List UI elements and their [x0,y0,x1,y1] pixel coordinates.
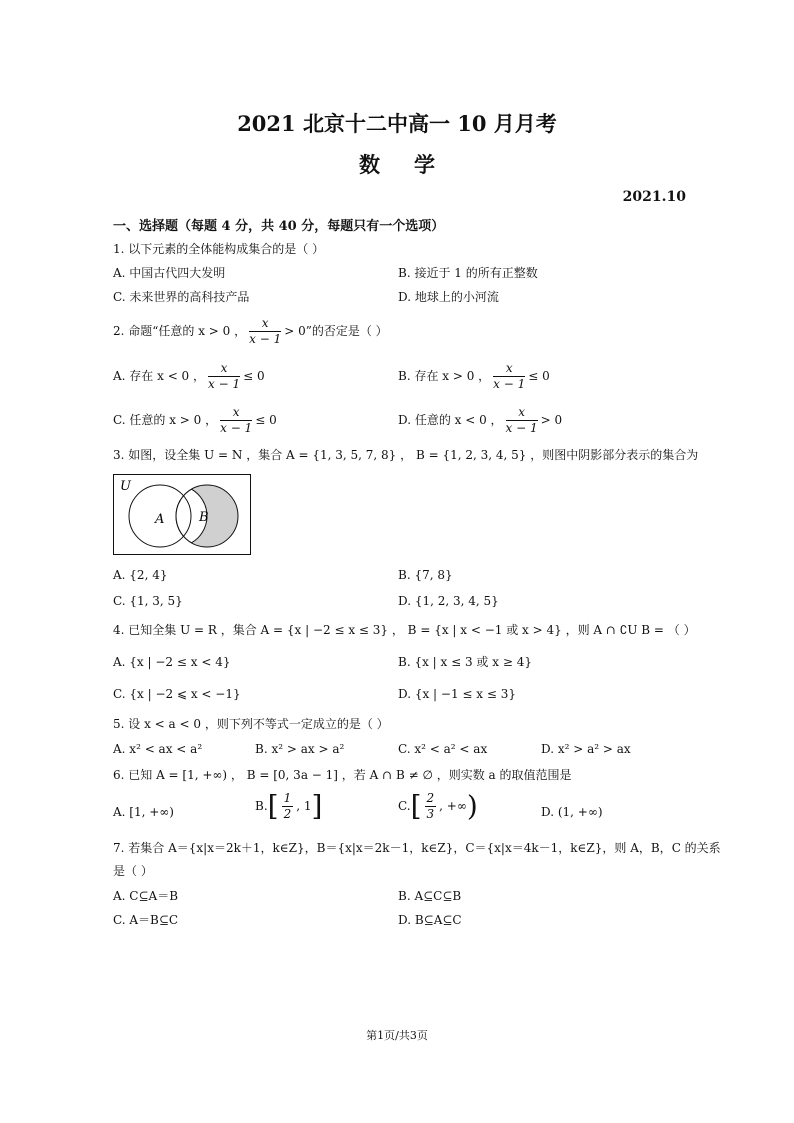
q6-c-right-paren: ) [466,789,478,823]
q7-option-b: B. A⊆C⊆B [398,889,462,903]
q3-option-a: A. {2, 4} [113,568,168,582]
q2-option-b [398,361,550,392]
q2-c-tail: ≤ 0 [255,413,277,427]
q4-stem: 4. 已知全集 U = R ，集合 A = {x | −2 ≤ x ≤ 3} ， B = {x | x < −1 或 x > 4} ，则 A ∩ ∁U B = （ ） [113,623,696,637]
q2-stem-den: x − 1 [249,332,282,346]
q6-c-tail: , +∞ [439,799,467,813]
exam-date: 2021.10 [622,189,686,205]
q4-option-a: A. {x | −2 ≤ x < 4} [113,655,231,669]
q6-b-right-bracket: ] [311,789,323,823]
q2-c-den: x − 1 [220,421,253,435]
q6-b-pre: B. [255,799,268,813]
q5-option-b: B. x² > ax > a² [255,742,345,756]
q2-option-a [113,361,265,392]
q2-stem-num: x [249,316,281,332]
q2-d-num: x [506,405,538,421]
q2-c-num: x [220,405,252,421]
q1-option-a: A. 中国古代四大发明 [113,266,226,280]
q2-a-fraction [208,361,240,392]
q6-b-left-bracket: [ [267,789,279,823]
q2-b-den: x − 1 [493,377,526,391]
q3-option-b: B. {7, 8} [398,568,453,582]
q6-option-a: A. [1, +∞) [113,805,174,819]
q6-option-b [255,791,322,822]
q6-option-c [398,791,478,822]
section-title: 一、选择题（每题 4 分，共 40 分，每题只有一个选项） [113,219,445,234]
q2-d-fraction [506,405,538,436]
q5-option-c: C. x² < a² < ax [398,742,488,756]
exam-title: 2021 北京十二中高一 10 月月考 [237,111,557,136]
q2-a-num: x [208,361,240,377]
q7-option-c: C. A＝B⊆C [113,913,179,927]
q2-option-c [113,405,277,436]
venn-diagram [113,474,251,555]
q7-stem-line2: 是（ ） [113,864,153,878]
subject-title: 数学 [359,152,469,177]
q5-option-a: A. x² < ax < a² [113,742,203,756]
q7-option-d: D. B⊆A⊆C [398,913,462,927]
q6-b-fraction [282,791,294,822]
q6-b-tail: , 1 [296,799,312,813]
q2-b-num: x [493,361,525,377]
q2-stem [113,316,388,347]
q2-d-den: x − 1 [505,421,538,435]
q2-c-pre: C. 任意的 x > 0 ， [113,413,218,427]
q5-option-d: D. x² > a² > ax [541,742,631,756]
q2-b-tail: ≤ 0 [528,369,550,383]
q6-b-num: 1 [283,791,292,805]
q4-option-b: B. {x | x ≤ 3 或 x ≥ 4} [398,655,532,669]
page-number: 第1页/共3页 [366,1029,428,1042]
q2-c-fraction [220,405,252,436]
q6-b-den: 2 [283,807,292,821]
q6-stem: 6. 已知 A = [1, +∞) ， B = [0, 3a − 1] ，若 A ∩ B ≠ ∅ ，则实数 a 的取值范围是 [113,768,572,782]
q6-c-left-bracket: [ [410,789,422,823]
q2-a-tail: ≤ 0 [243,369,265,383]
q2-d-tail: > 0 [540,413,563,427]
q2-a-pre: A. 存在 x < 0 ， [113,369,206,383]
q6-c-num: 2 [426,791,435,805]
q2-d-pre: D. 任意的 x < 0 ， [398,413,503,427]
q6-c-pre: C. [398,799,411,813]
q4-option-d: D. {x | −1 ≤ x ≤ 3} [398,687,516,701]
q2-stem-fraction [249,316,281,347]
venn-label-u: U [120,479,131,494]
venn-label-b: B [199,510,209,525]
q3-option-d: D. {1, 2, 3, 4, 5} [398,594,499,608]
q6-c-den: 3 [426,807,435,821]
q2-stem-frac-tail: > 0 [284,324,306,338]
q2-option-d [398,405,562,436]
q1-option-c: C. 未来世界的高科技产品 [113,290,250,304]
q6-option-d: D. (1, +∞) [541,805,603,819]
q2-b-fraction [493,361,525,392]
q3-stem: 3. 如图，设全集 U = N ，集合 A = {1, 3, 5, 7, 8} ， B = {1, 2, 3, 4, 5} ，则图中阴影部分表示的集合为 [113,448,699,462]
q7-option-a: A. C⊆A＝B [113,889,179,903]
q2-stem-pre: 2. 命题“任意的 x > 0 ， [113,324,247,338]
q1-option-b: B. 接近于 1 的所有正整数 [398,266,538,280]
q2-a-den: x − 1 [208,377,241,391]
q2-b-pre: B. 存在 x > 0 ， [398,369,491,383]
q7-stem-line1: 7. 若集合 A＝{x|x＝2k＋1，k∈Z}，B＝{x|x＝2k－1，k∈Z}，C＝{x|x＝4k－1，k∈Z}，则 A，B，C 的关系 [113,841,721,855]
q1-stem: 1. 以下元素的全体能构成集合的是（ ） [113,242,325,256]
q5-stem: 5. 设 x < a < 0 ，则下列不等式一定成立的是（ ） [113,717,389,731]
q2-stem-post: ”的否定是（ ） [305,324,388,338]
venn-label-a: A [155,512,165,527]
q6-c-fraction [425,791,437,822]
q3-option-c: C. {1, 3, 5} [113,594,183,608]
q1-option-d: D. 地球上的小河流 [398,290,499,304]
q4-option-c: C. {x | −2 ⩽ x < −1} [113,687,241,701]
